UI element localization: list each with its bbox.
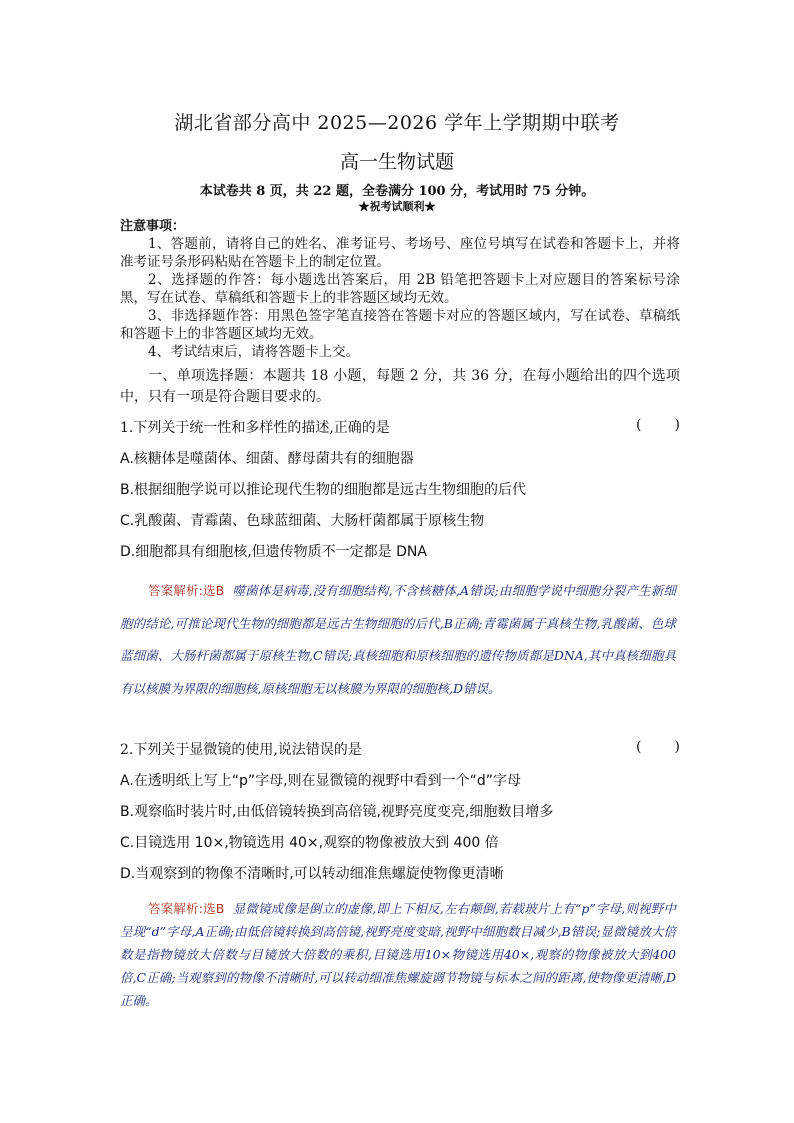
note-item-2: 2、选择题的作答：每小题选出答案后，用 2B 铅笔把答题卡上对应题目的答案标号涂黑，写在试卷、草稿纸和答题卡上的非答题区域均无效。 (120, 272, 680, 306)
exam-title: 湖北省部分高中 2025—2026 学年上学期期中联考 (174, 112, 620, 134)
question-1-option-c: C.乳酸菌、青霉菌、色球蓝细菌、大肠杆菌都属于原核生物 (120, 513, 485, 529)
note-item-3: 3、非选择题作答：用黑色签字笔直接答在答题卡对应的答题区域内，写在试卷、草稿纸和答题卡上的非答题区域均无效。 (120, 308, 680, 342)
section-intro: 一、单项选择题：本题共 18 小题，每题 2 分，共 36 分，在每小题给出的四个选项中，只有一项是符合题目要求的。 (120, 368, 680, 405)
question-1-stem (120, 417, 680, 437)
answer-lead: 答案解析:选B (148, 583, 225, 598)
answer-blank-1 (636, 417, 680, 437)
question-1-answer (120, 575, 676, 705)
answer-explanation: 噬菌体是病毒,没有细胞结构,不含核糖体,A错误;由细胞学说中细胞分裂产生新细胞的结论,可推论现代生物的细胞都是远古生物细胞的后代,B正确;青霉菌属于真核生物,乳酸菌、色球蓝细菌、大肠杆菌都属于原核生物,C错误;真核细胞和原核细胞的遗传物质都是DNA,其中真核细胞具有以核膜为界限的细胞核,原核细胞无以核膜为界限的细胞核,D错误。 (120, 583, 676, 696)
answer-lead: 答案解析:选B (148, 901, 225, 916)
question-2-option-d: D.当观察到的物像不清晰时,可以转动细准焦螺旋使物像更清晰 (120, 866, 504, 882)
exam-wish: ★祝考试顺利★ (358, 200, 436, 213)
question-1-option-a: A.核糖体是噬菌体、细菌、酵母菌共有的细胞器 (120, 451, 414, 467)
paren-open: ( (636, 739, 642, 755)
question-2-option-b: B.观察临时装片时,由低倍镜转换到高倍镜,视野亮度变亮,细胞数目增多 (120, 804, 554, 820)
answer-explanation: 显微镜成像是倒立的虚像,即上下相反,左右颠倒,若载玻片上有“p”字母,则视野中呈现“d”字母,A正确;由低倍镜转换到高倍镜,视野亮度变暗,视野中细胞数目减少,B错误;显微镜放大倍数是指物镜放大倍数与目镜放大倍数的乘积,目镜选用10×物镜选用40×,观察的物像被放大到400倍,C正确;当观察到的物像不清晰时,可以转动细准焦螺旋调节物镜与标本之间的距离,使物像更清晰,D正确。 (120, 901, 676, 1008)
question-2-option-a: A.在透明纸上写上“p”字母,则在显微镜的视野中看到一个“d”字母 (120, 773, 522, 789)
question-2-stem (120, 739, 680, 759)
exam-subtitle: 高一生物试题 (339, 151, 454, 173)
question-1-option-b: B.根据细胞学说可以推论现代生物的细胞都是远古生物细胞的后代 (120, 482, 527, 498)
question-2-text: 2.下列关于显微镜的使用,说法错误的是 (120, 742, 362, 758)
exam-info: 本试卷共 8 页，共 22 题，全卷满分 100 分，考试用时 75 分钟。 (199, 184, 595, 199)
question-1-option-d: D.细胞都具有细胞核,但遗传物质不一定都是 DNA (120, 544, 427, 560)
question-1-text: 1.下列关于统一性和多样性的描述,正确的是 (120, 420, 390, 436)
paren-open: ( (636, 417, 642, 433)
question-2-option-c: C.目镜选用 10×,物镜选用 40×,观察的物像被放大到 400 倍 (120, 835, 499, 851)
note-item-4: 4、考试结束后，请将答题卡上交。 (148, 344, 360, 360)
paren-close: ) (674, 417, 680, 433)
note-item-1: 1、答题前，请将自己的姓名、准考证号、考场号、座位号填写在试卷和答题卡上，并将准考证号条形码粘贴在答题卡上的制定位置。 (120, 236, 680, 270)
answer-blank-2 (636, 739, 680, 759)
question-2-answer (120, 897, 676, 1012)
notes-heading: 注意事项： (120, 219, 186, 234)
paren-close: ) (674, 739, 680, 755)
